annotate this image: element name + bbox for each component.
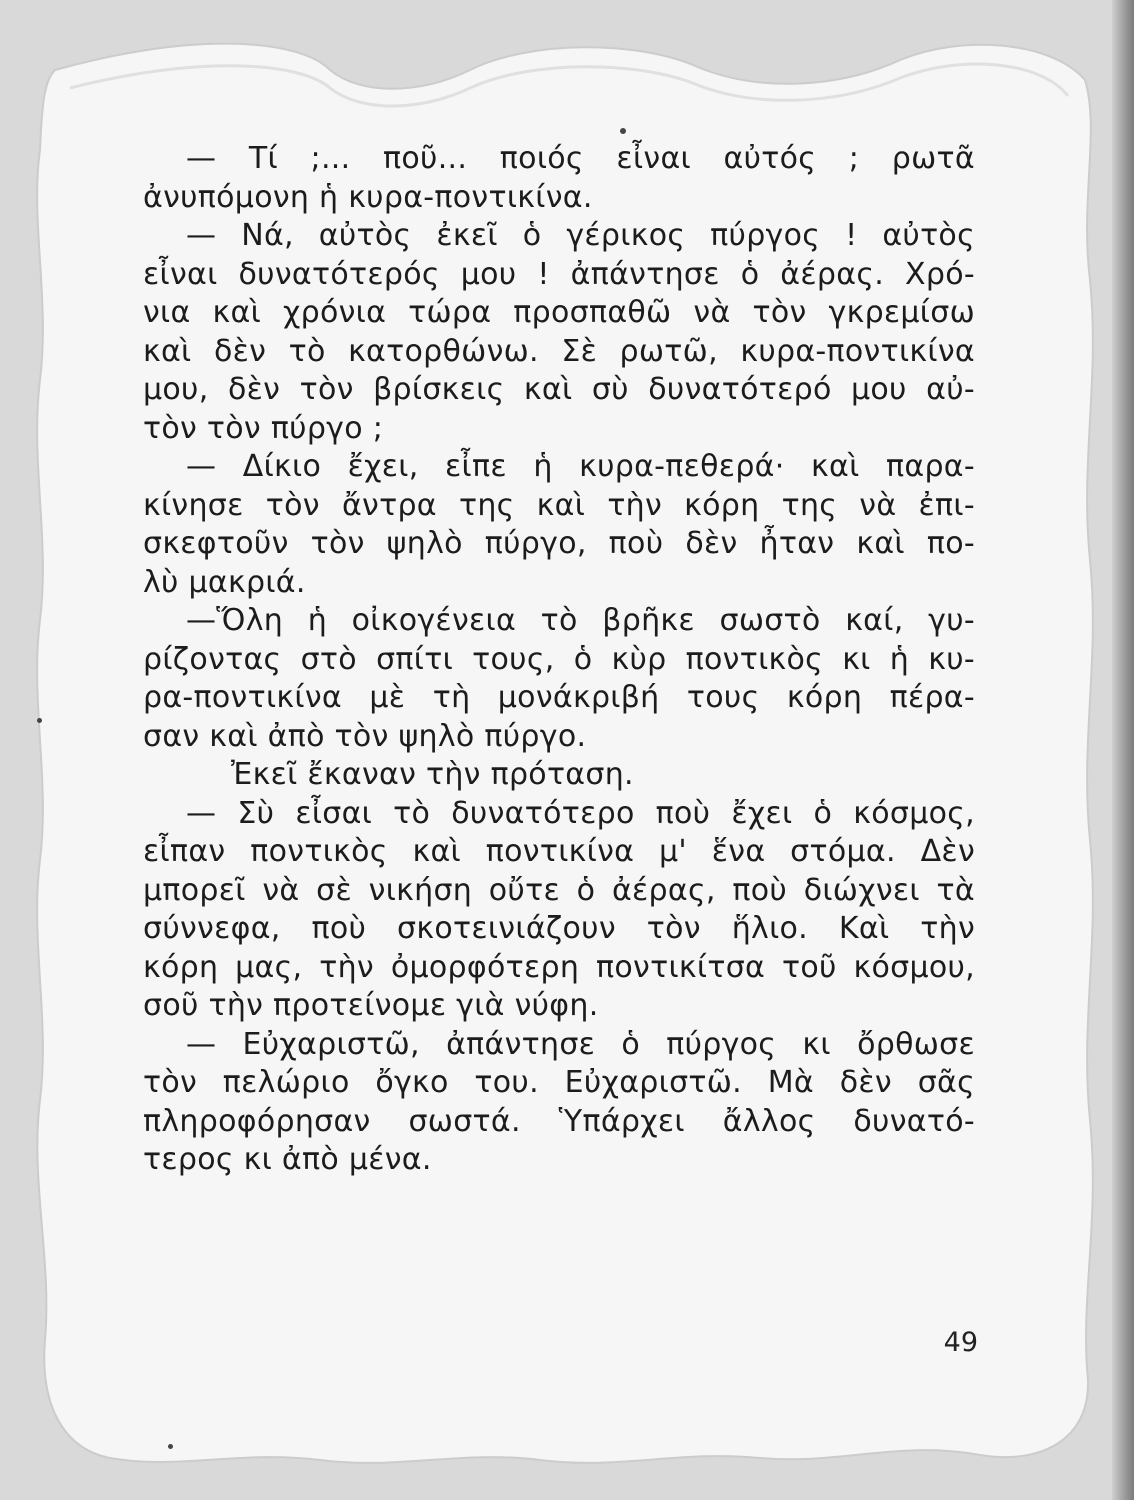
text-line: Ἐκεῖ ἔκαναν τὴν πρόταση.	[231, 757, 634, 792]
text-line: ρίζοντας στὸ σπίτι τους, ὁ κὺρ ποντικὸς κι ἡ κυ-	[143, 641, 975, 677]
text-line: σύννεφα, ποὺ σκοτεινιάζουν τὸν ἥλιο. Καὶ τὴν	[143, 911, 975, 946]
text-line: τερος κι ἀπὸ μένα.	[143, 1142, 432, 1177]
text-line: — Τί ;... ποῦ... ποιός εἶναι αὐτός ; ρωτᾶ	[186, 141, 975, 176]
text-line: πληροφόρησαν σωστά. Ὑπάρχει ἄλλος δυνατό-	[143, 1103, 975, 1139]
text-line: λὺ μακριά.	[143, 564, 306, 600]
text-line: κίνησε τὸν ἄντρα της καὶ τὴν κόρη της νὰ ἐπι-	[143, 487, 975, 523]
text-line: ρα-ποντικίνα μὲ τὴ μονάκριβή τους κόρη πέρα-	[143, 680, 975, 715]
text-line: σοῦ τὴν προτείνομε γιὰ νύφη.	[143, 988, 599, 1023]
print-speck	[620, 128, 626, 134]
text-line: — Νά, αὐτὸς ἐκεῖ ὁ γέρικος πύργος ! αὐτὸς	[186, 218, 975, 253]
print-speck	[168, 1444, 173, 1449]
text-line: καὶ δὲν τὸ κατορθώνω. Σὲ ρωτῶ, κυρα-ποντικίνα	[143, 333, 975, 369]
text-line: εἶπαν ποντικὸς καὶ ποντικίνα μ' ἕνα στόμα. Δὲν	[143, 834, 975, 869]
story-text	[143, 140, 975, 1180]
text-line: —Ὅλη ἡ οἰκογένεια τὸ βρῆκε σωστὸ καί, γυ-	[186, 603, 975, 638]
text-line: ἀνυπόμονη ἡ κυρα-ποντικίνα.	[143, 179, 593, 215]
text-line: κόρη μας, τὴν ὀμορφότερη ποντικίτσα τοῦ κόσμου,	[143, 949, 975, 985]
print-speck	[37, 718, 42, 723]
text-line: σαν καὶ ἀπὸ τὸν ψηλὸ πύργο.	[143, 718, 587, 754]
text-line: — Δίκιο ἔχει, εἶπε ἡ κυρα-πεθερά· καὶ παρα-	[186, 449, 975, 484]
page-number: 49	[943, 1327, 978, 1358]
text-line: μου, δὲν τὸν βρίσκεις καὶ σὺ δυνατότερό μου αὐ-	[143, 372, 975, 407]
text-line: τὸν τὸν πύργο ;	[143, 410, 384, 446]
text-line: σκεφτοῦν τὸν ψηλὸ πύργο, ποὺ δὲν ἦταν καὶ πο-	[143, 526, 975, 561]
text-line: νια καὶ χρόνια τώρα προσπαθῶ νὰ τὸν γκρεμίσω	[143, 295, 975, 330]
text-line: — Σὺ εἶσαι τὸ δυνατότερο ποὺ ἔχει ὁ κόσμος,	[186, 795, 975, 831]
text-line: — Εὐχαριστῶ, ἀπάντησε ὁ πύργος κι ὄρθωσε	[186, 1026, 975, 1062]
text-line: εἶναι δυνατότερός μου ! ἀπάντησε ὁ ἀέρας. Χρό-	[143, 256, 975, 292]
text-line: μπορεῖ νὰ σὲ νικήση οὔτε ὁ ἀέρας, ποὺ διώχνει τὰ	[143, 872, 975, 908]
book-spine-shadow	[1112, 0, 1134, 1500]
text-line: τὸν πελώριο ὄγκο του. Εὐχαριστῶ. Μὰ δὲν σᾶς	[143, 1065, 975, 1100]
